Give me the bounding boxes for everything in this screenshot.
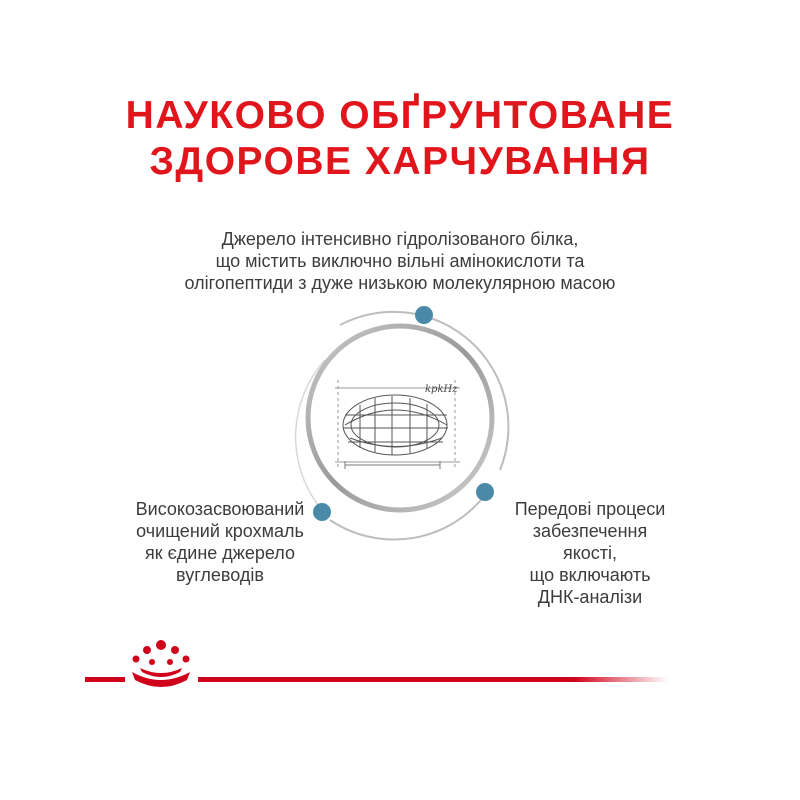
- crown-logo-icon: [132, 640, 190, 687]
- inner-ring: [308, 326, 492, 510]
- right-line-5: ДНК-аналізи: [537, 587, 643, 607]
- intro-line-1: Джерело інтенсивно гідролізованого білка,: [221, 229, 579, 249]
- right-line-1: Передові процеси: [514, 499, 666, 519]
- right-benefit-text: [470, 498, 710, 608]
- intro-line-3: олігопептиди з дуже низькою молекулярною масою: [184, 273, 616, 293]
- left-benefit-text: [100, 498, 340, 586]
- right-line-4: що включають: [529, 565, 651, 585]
- left-line-4: вуглеводів: [176, 565, 264, 585]
- left-line-2: очищений крохмаль: [136, 521, 304, 541]
- left-line-1: Високозасвоюваний: [135, 499, 305, 519]
- left-line-3: як єдине джерело: [144, 543, 295, 563]
- divider-right: [198, 677, 668, 682]
- right-line-3: якості,: [562, 543, 618, 563]
- divider-left: [85, 677, 125, 682]
- intro-line-2: що містить виключно вільні амінокислоти та: [215, 251, 585, 271]
- title-line-1: НАУКОВО ОБҐРУНТОВАНЕ: [125, 94, 675, 137]
- dot-top: [415, 306, 433, 324]
- title-line-2: ЗДОРОВЕ ХАРЧУВАННЯ: [149, 140, 651, 183]
- sketch-annotation: kpkHz: [425, 384, 458, 395]
- right-line-2: забезпечення: [532, 521, 648, 541]
- outer-arc-bottom: [330, 495, 485, 540]
